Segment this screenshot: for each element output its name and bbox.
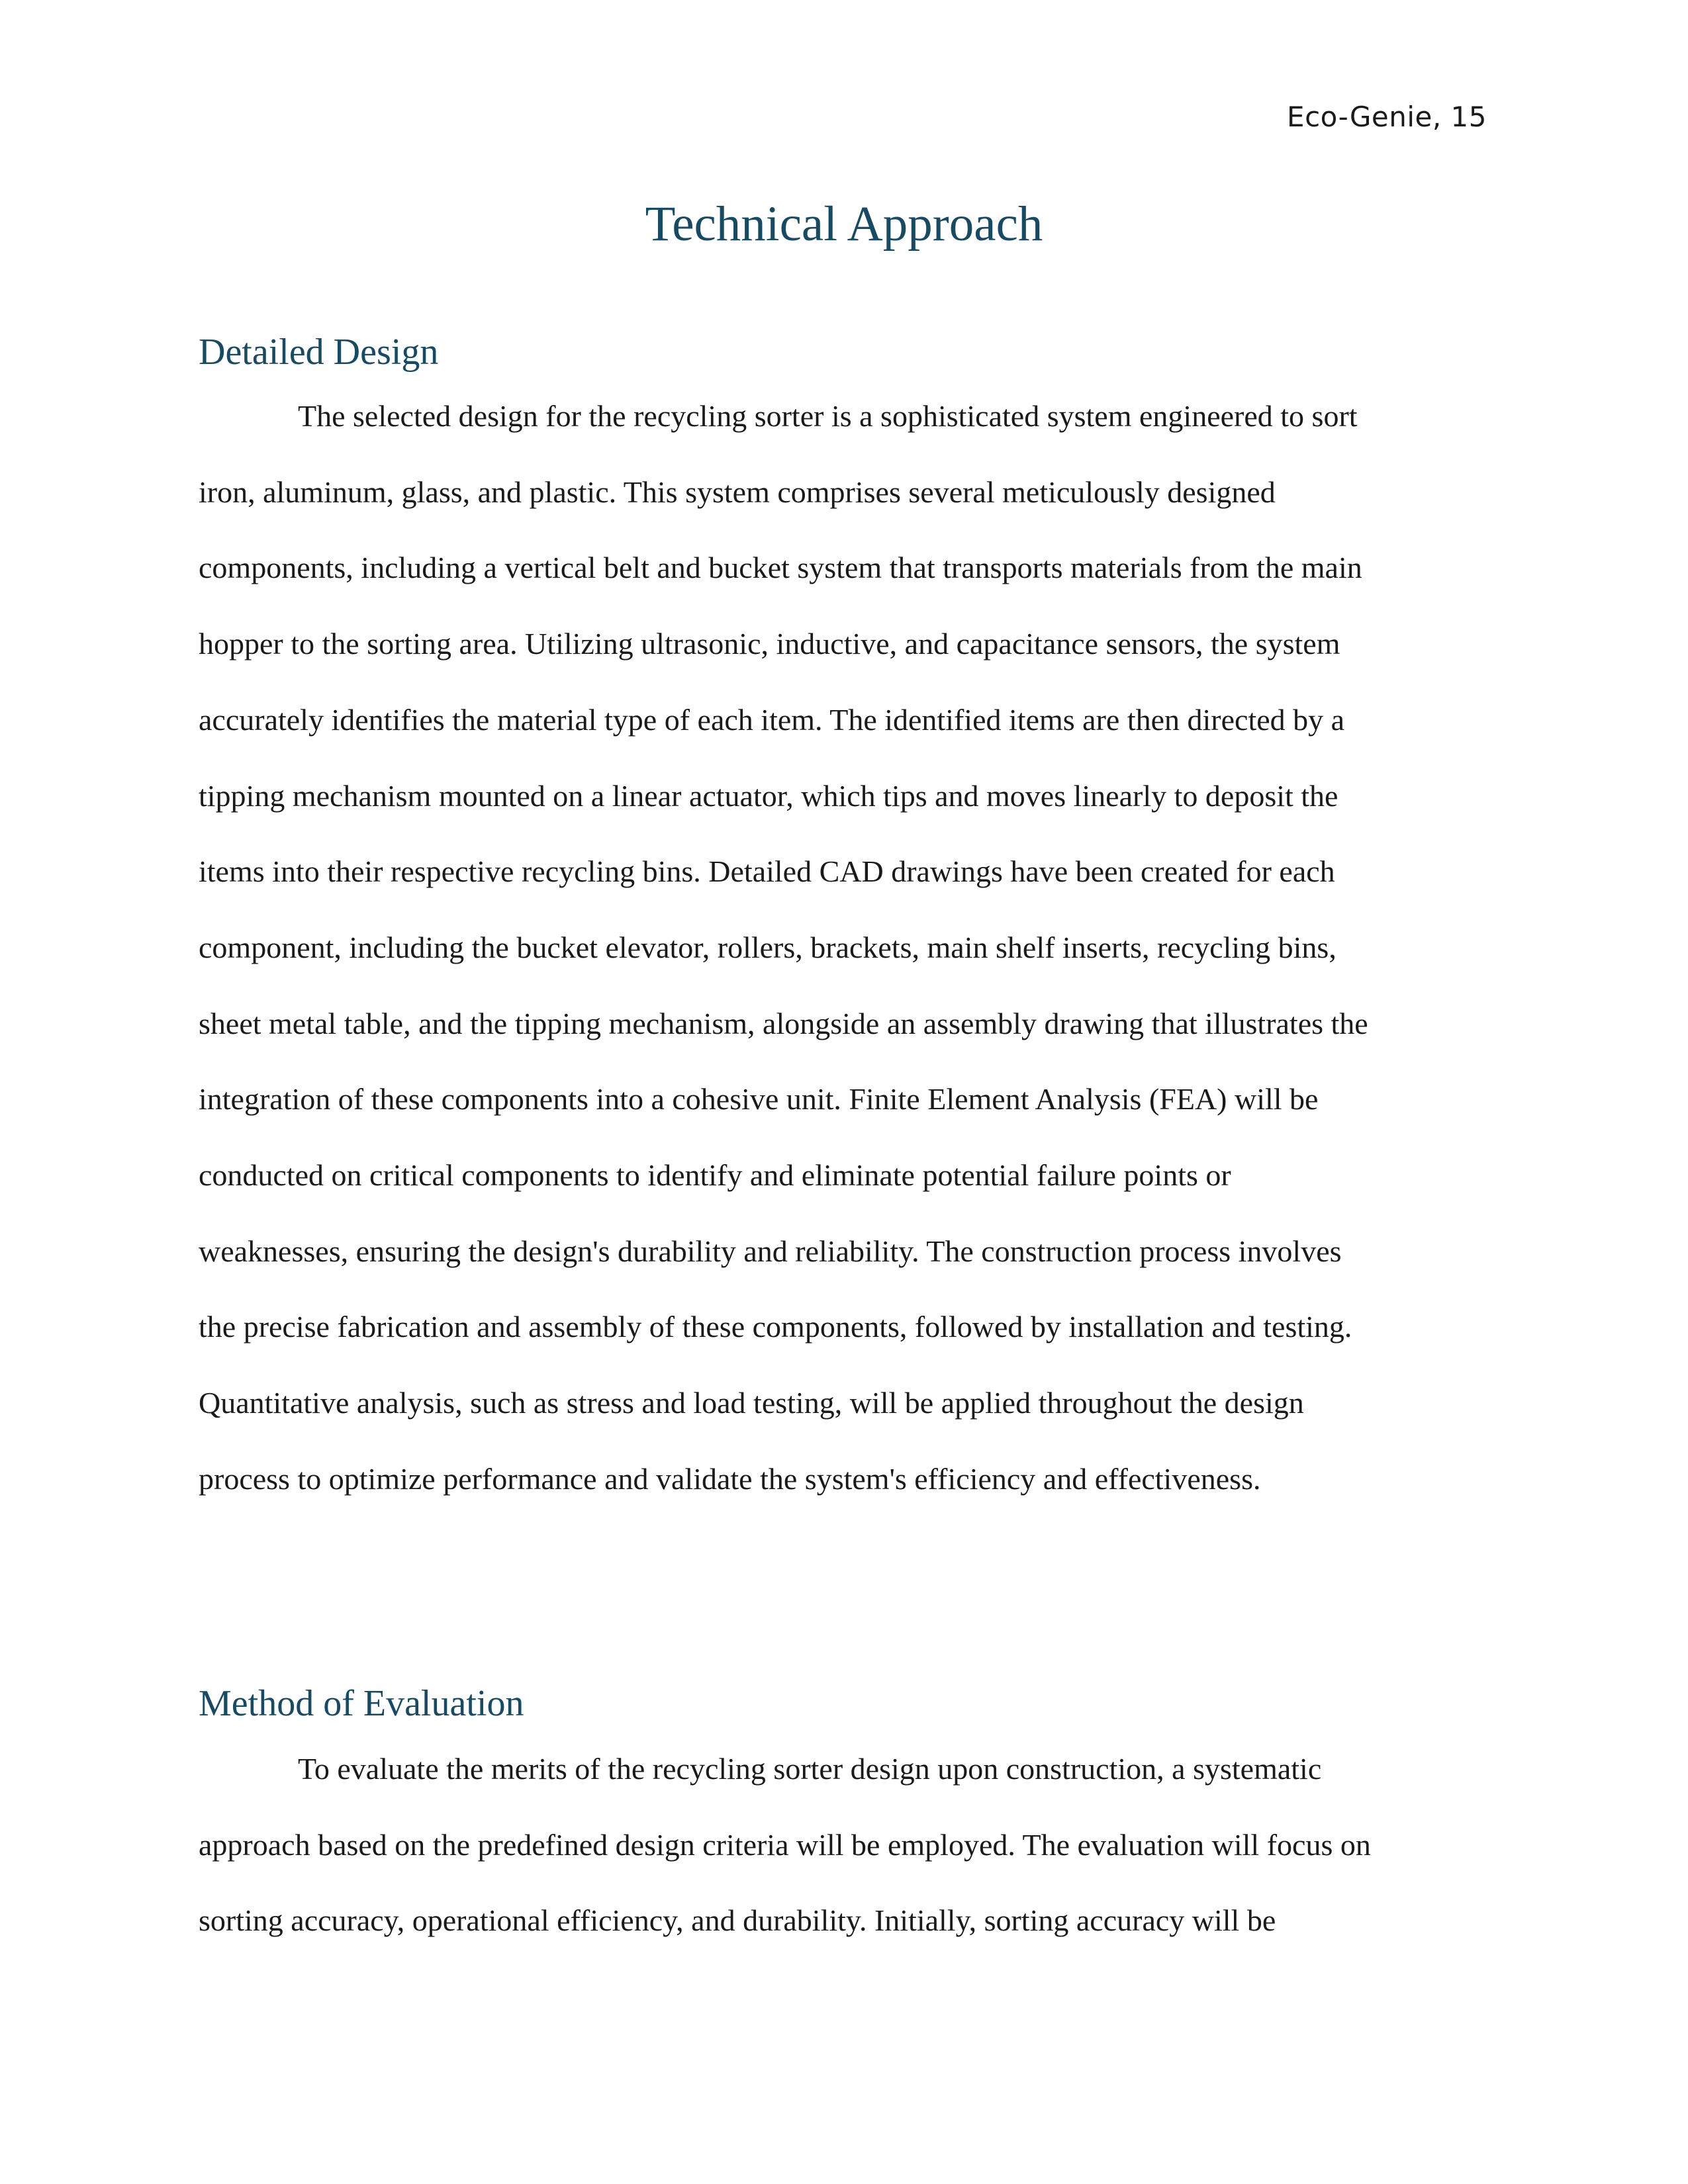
- paragraph-method-of-evaluation: [199, 1731, 1496, 1959]
- page-title: Technical Approach: [645, 197, 1043, 251]
- paragraph-line: integration of these components into a cohesive unit. Finite Element Analysis (FEA) will be: [199, 1082, 1319, 1116]
- running-head: Eco-Genie, 15: [1287, 101, 1487, 133]
- paragraph-line: items into their respective recycling bins. Detailed CAD drawings have been created for each: [199, 854, 1335, 889]
- paragraph-line: approach based on the predefined design criteria will be employed. The evaluation will focus on: [199, 1827, 1371, 1862]
- paragraph-detailed-design: [199, 379, 1496, 1518]
- paragraph-line: sheet metal table, and the tipping mechanism, alongside an assembly drawing that illustrates the: [199, 1006, 1368, 1040]
- paragraph-line: component, including the bucket elevator, rollers, brackets, main shelf inserts, recycling bins,: [199, 930, 1336, 964]
- section-heading-detailed-design: Detailed Design: [199, 332, 439, 373]
- paragraph-line: hopper to the sorting area. Utilizing ultrasonic, inductive, and capacitance sensors, the system: [199, 627, 1340, 661]
- paragraph-line: The selected design for the recycling sorter is a sophisticated system engineered to sort: [298, 399, 1358, 433]
- paragraph-line: sorting accuracy, operational efficiency, and durability. Initially, sorting accuracy will be: [199, 1903, 1276, 1938]
- paragraph-line: weaknesses, ensuring the design's durability and reliability. The construction process involves: [199, 1234, 1342, 1268]
- section-heading-method-of-evaluation: Method of Evaluation: [199, 1683, 524, 1724]
- paragraph-line: process to optimize performance and validate the system's efficiency and effectiveness.: [199, 1461, 1261, 1496]
- paragraph-line: conducted on critical components to identify and eliminate potential failure points or: [199, 1158, 1231, 1193]
- paragraph-line: To evaluate the merits of the recycling sorter design upon construction, a systematic: [298, 1752, 1322, 1786]
- paragraph-line: Quantitative analysis, such as stress and load testing, will be applied throughout the design: [199, 1386, 1304, 1420]
- paragraph-line: tipping mechanism mounted on a linear actuator, which tips and moves linearly to deposit the: [199, 778, 1338, 813]
- paragraph-line: accurately identifies the material type of each item. The identified items are then directed by a: [199, 702, 1345, 737]
- paragraph-line: the precise fabrication and assembly of these components, followed by installation and testing.: [199, 1310, 1352, 1344]
- paragraph-line: components, including a vertical belt and bucket system that transports materials from the main: [199, 551, 1362, 585]
- paragraph-line: iron, aluminum, glass, and plastic. This system comprises several meticulously designed: [199, 475, 1276, 509]
